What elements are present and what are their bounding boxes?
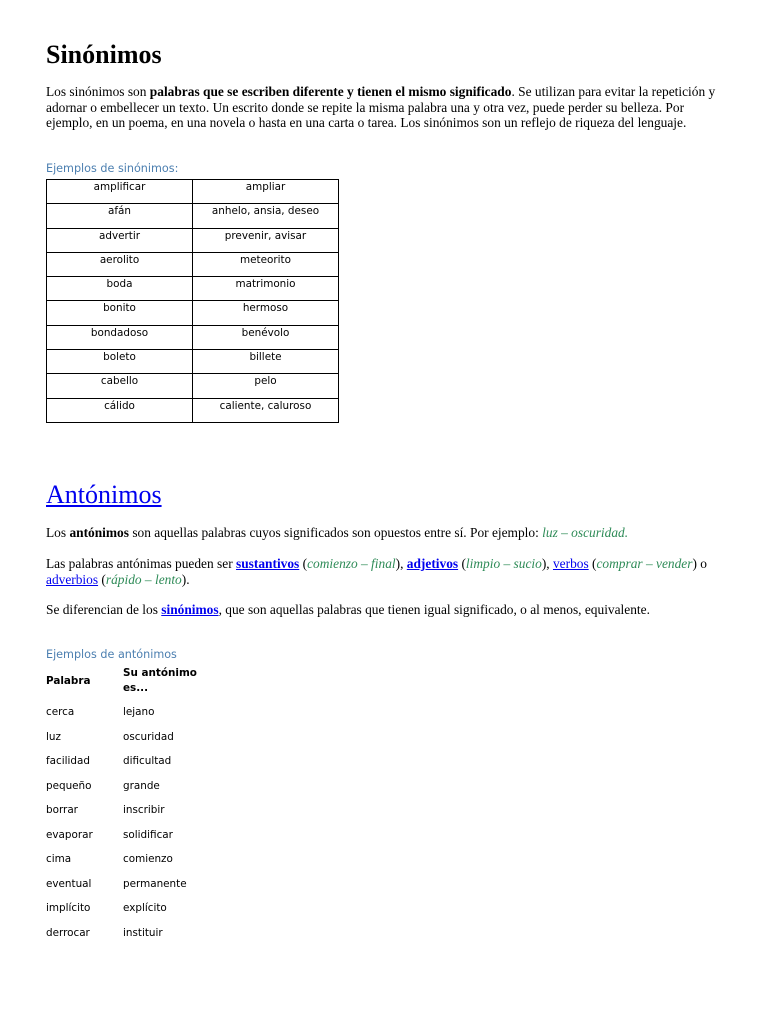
example-verbos: comprar – vender [596, 556, 693, 571]
pair-cell: billete [193, 350, 339, 374]
antonyms-def-example: luz – oscuridad. [542, 525, 629, 540]
antonyms-table [46, 662, 213, 945]
pair-cell: caliente, caluroso [193, 398, 339, 422]
table-row [47, 204, 339, 228]
pair-cell: hermoso [193, 301, 339, 325]
table-row [46, 872, 213, 897]
table-row [46, 921, 213, 946]
word-cell: evaporar [46, 828, 93, 841]
antonyms-types-pre: Las palabras antónimas pueden ser [46, 556, 237, 571]
example-adverbios: rápido – lento [105, 571, 182, 587]
table-row [47, 350, 339, 374]
table-row [47, 252, 339, 276]
antonyms-caption: Ejemplos de antónimos [46, 648, 177, 661]
link-verbos[interactable]: verbos [552, 556, 589, 571]
link-sustantivos[interactable]: sustantivos [236, 556, 300, 571]
word-cell: boleto [47, 350, 193, 374]
table-row [47, 228, 339, 252]
word-cell: advertir [47, 228, 193, 252]
antonyms-definition [46, 525, 728, 541]
word-cell: eventual [46, 877, 92, 890]
antonyms-table-header [46, 662, 213, 700]
table-row [46, 896, 213, 921]
pair-cell: ampliar [193, 180, 339, 204]
table-row [46, 700, 213, 725]
pair-cell: oscuridad [123, 730, 174, 743]
antonyms-heading[interactable] [46, 480, 162, 510]
word-cell: implícito [46, 902, 91, 915]
word-cell: pequeño [46, 779, 92, 792]
antonyms-heading-link[interactable]: Antónimos [46, 480, 162, 509]
table-row [46, 749, 213, 774]
pair-cell: meteorito [193, 252, 339, 276]
example-sustantivos: comienzo – final [307, 556, 396, 571]
pair-cell: explícito [123, 902, 167, 915]
link-adverbios[interactable]: adverbios [46, 571, 99, 587]
table-row [46, 847, 213, 872]
word-cell: bondadoso [47, 325, 193, 349]
word-cell: amplificar [47, 180, 193, 204]
example-adjetivos: limpio – sucio [465, 556, 542, 571]
word-cell: bonito [47, 301, 193, 325]
word-cell: cerca [46, 706, 75, 719]
synonyms-heading: Sinónimos [46, 40, 162, 69]
synonyms-intro-bold: palabras que se escriben diferente y tienen el mismo significado [149, 84, 512, 99]
antonyms-diff-post: , que son aquellas palabras que tienen igual significado, o al menos, equivalente. [218, 602, 650, 617]
table-row [47, 301, 339, 325]
synonyms-intro [46, 84, 728, 131]
antonyms-def-bold: antónimos [69, 525, 129, 540]
word-cell: boda [47, 277, 193, 301]
header-antonimo: Su antónimo es... [123, 667, 197, 694]
pair-cell: dificultad [123, 755, 172, 768]
pair-cell: permanente [123, 877, 187, 890]
antonyms-def-pre: Los [46, 525, 70, 540]
word-cell: afán [47, 204, 193, 228]
table-row [47, 398, 339, 422]
link-adjetivos[interactable]: adjetivos [406, 556, 459, 571]
pair-cell: matrimonio [193, 277, 339, 301]
table-row [47, 325, 339, 349]
table-row [47, 277, 339, 301]
pair-cell: instituir [123, 926, 163, 939]
synonyms-caption: Ejemplos de sinónimos: [46, 162, 179, 175]
pair-cell: benévolo [193, 325, 339, 349]
pair-cell: lejano [123, 706, 155, 719]
pair-cell: pelo [193, 374, 339, 398]
word-cell: borrar [46, 804, 78, 817]
synonyms-table [46, 179, 339, 423]
table-row [47, 374, 339, 398]
antonyms-diff-pre: Se diferencian de los [46, 602, 162, 617]
table-row [46, 774, 213, 799]
antonyms-types: Las palabras antónimas pueden ser sustantivos (comienzo – final), adjetivos (limpio – sucio), verbos (comprar – vender) o adverbios (rápido – lento). [46, 556, 707, 587]
pair-cell: prevenir, avisar [193, 228, 339, 252]
pair-cell: comienzo [123, 853, 173, 866]
word-cell: luz [46, 730, 61, 743]
pair-cell: solidificar [123, 828, 173, 841]
table-row [47, 180, 339, 204]
antonyms-types-conj: o [696, 556, 707, 571]
table-row [46, 823, 213, 848]
pair-cell: grande [123, 779, 160, 792]
synonyms-intro-pre: Los sinónimos son [46, 84, 150, 99]
antonyms-def-mid: son aquellas palabras cuyos significados son opuestos entre sí. Por ejemplo: [128, 525, 543, 540]
pair-cell: anhelo, ansia, deseo [193, 204, 339, 228]
table-row [46, 725, 213, 750]
word-cell: derrocar [46, 926, 90, 939]
word-cell: cabello [47, 374, 193, 398]
pair-cell: inscribir [123, 804, 165, 817]
word-cell: aerolito [47, 252, 193, 276]
link-sinonimos[interactable]: sinónimos [161, 602, 219, 617]
word-cell: cima [46, 853, 72, 866]
synonyms-intro-post: . Se utilizan para evitar la repetición y adornar o embellecer un texto. Un escrito donde se repite la misma palabra una y otra vez, puede perder su belleza. Por ejemplo, en un poema, en una novela o hasta en una carta o tarea. Los sinónimos son un reflejo de riqueza del lenguaje. [46, 84, 716, 131]
header-palabra: Palabra [46, 674, 91, 687]
antonyms-difference [46, 602, 728, 618]
word-cell: cálido [47, 398, 193, 422]
word-cell: facilidad [46, 755, 90, 768]
table-row [46, 798, 213, 823]
